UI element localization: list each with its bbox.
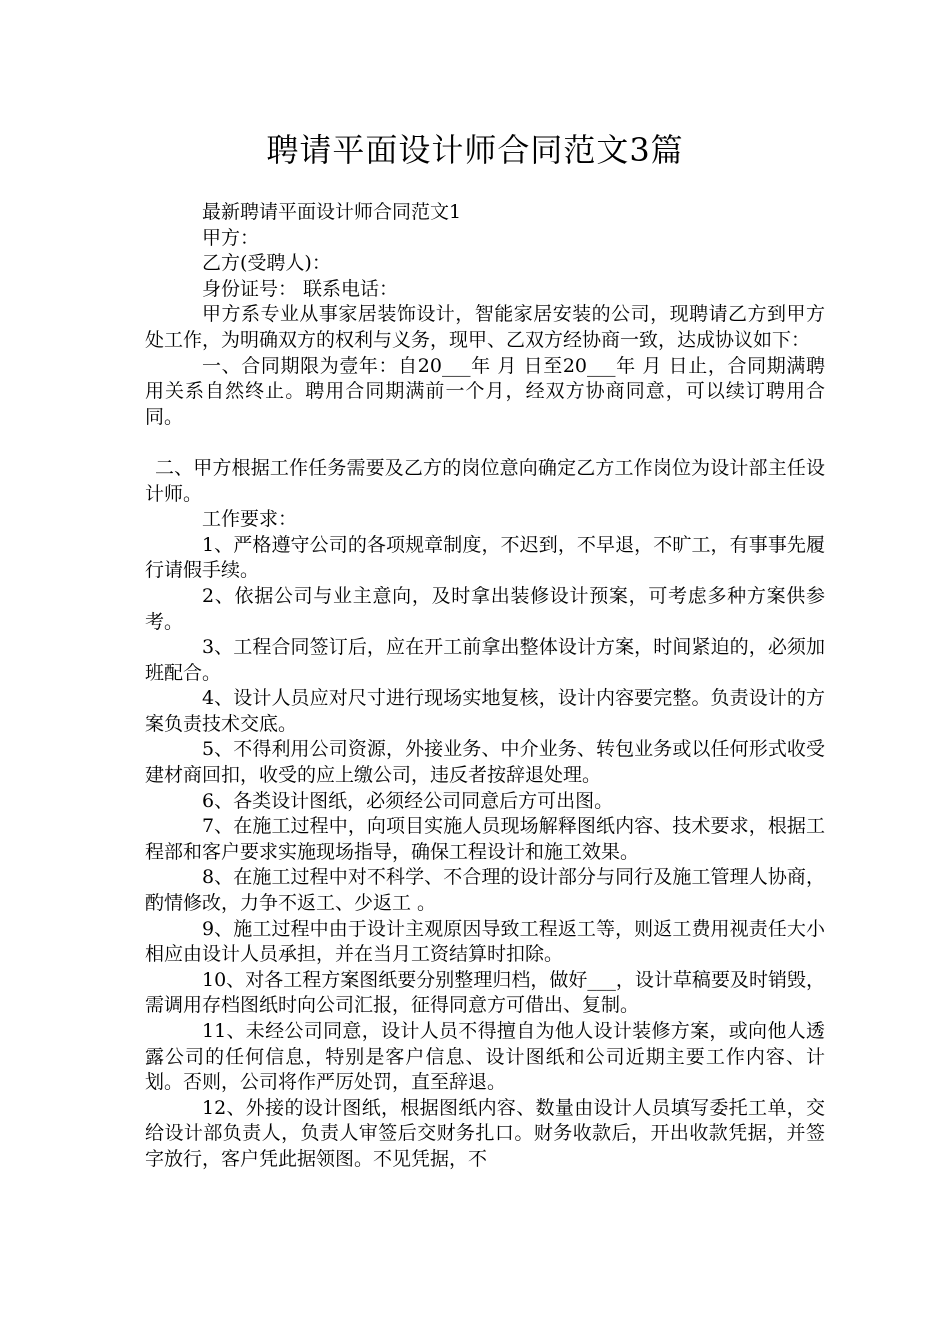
clause-2-position: 二、甲方根据工作任务需要及乙方的岗位意向确定乙方工作岗位为设计部主任设计师。 [145,456,825,505]
work-requirements-heading: 工作要求： [202,508,298,531]
requirement-item: 6、各类设计图纸，必须经公司同意后方可出图。 [202,789,614,812]
requirement-item: 11、未经公司同意，设计人员不得擅自为他人设计装修方案，或向他人透露公司的任何信息，特别是客户信息、设计图纸和公司近期主要工作内容、计划。否则，公司将作严厉处罚，直至辞退。 [145,1020,825,1094]
subtitle-line: 最新聘请平面设计师合同范文1 [202,201,462,223]
id-phone-line: 身份证号： 联系电话： [202,277,399,300]
party-b-line: 乙方(受聘人)： [202,252,331,275]
requirement-item: 12、外接的设计图纸，根据图纸内容、数量由设计人员填写委托工单，交给设计部负责人，负责人审签后交财务扎口。财务收款后，开出收款凭据，并签字放行，客户凭此据领图。不见凭据，不 [145,1096,825,1170]
document-body [145,200,825,1173]
paragraph-gap [145,430,825,456]
clause-1-term: 一、合同期限为壹年：自20___年 月 日至20___年 月 日止，合同期满聘用关系自然终止。聘用合同期满前一个月，经双方协商同意，可以续订聘用合同。 [145,354,825,428]
requirement-item: 9、施工过程中由于设计主观原因导致工程返工等，则返工费用视责任大小相应由设计人员承担，并在当月工资结算时扣除。 [145,917,825,966]
party-a-line: 甲方： [202,226,260,249]
requirement-item: 1、严格遵守公司的各项规章制度，不迟到，不早退，不旷工，有事事先履行请假手续。 [145,533,825,582]
intro-paragraph: 甲方系专业从事家居装饰设计，智能家居安装的公司，现聘请乙方到甲方处工作，为明确双方的权利与义务，现甲、乙双方经协商一致，达成协议如下： [145,303,825,351]
requirement-item: 3、工程合同签订后，应在开工前拿出整体设计方案，时间紧迫的，必须加班配合。 [145,636,825,684]
document-title: 聘请平面设计师合同范文3篇 [266,131,684,169]
requirement-item: 4、设计人员应对尺寸进行现场实地复核，设计内容要完整。负责设计的方案负责技术交底。 [145,687,825,735]
requirement-item: 5、不得利用公司资源，外接业务、中介业务、转包业务或以任何形式收受建材商回扣，收受的应上缴公司，违反者按辞退处理。 [145,738,825,787]
requirement-item: 2、依据公司与业主意向，及时拿出装修设计预案，可考虑多种方案供参考。 [145,584,825,633]
requirement-item: 7、在施工过程中，向项目实施人员现场解释图纸内容、技术要求，根据工程部和客户要求实施现场指导，确保工程设计和施工效果。 [145,815,825,863]
requirement-item: 8、在施工过程中对不科学、不合理的设计部分与同行及施工管理人协商，酌情修改，力争不返工、少返工 。 [145,866,825,915]
requirement-item: 10、对各工程方案图纸要分别整理归档，做好___，设计草稿要及时销毁，需调用存档图纸时向公司汇报，征得同意方可借出、复制。 [145,968,825,1017]
